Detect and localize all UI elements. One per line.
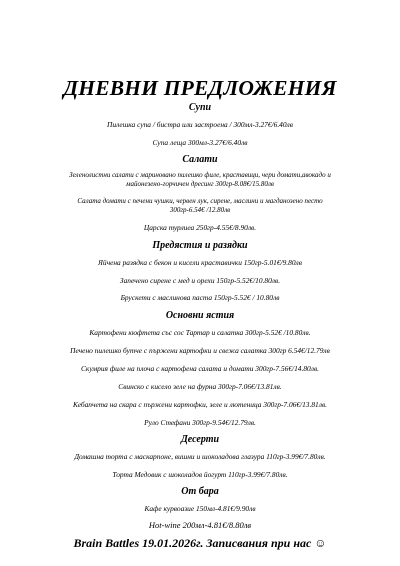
section-heading-desserts: Десерти bbox=[180, 434, 220, 445]
menu-item-mains-4: Свинско с кисело зеле на фурна 300гр-7.06€/13.81лв. bbox=[118, 382, 282, 391]
menu-item-starters-1: Яйчена разядка с бекон и кисели краставички 150гр-5.01€/9.80лв bbox=[98, 258, 302, 267]
menu-item-salads-3: Царска турлиеа 250гр-4.55€/8.90лв. bbox=[143, 223, 257, 232]
page-title: ДНЕВНИ ПРЕДЛОЖЕНИЯ bbox=[63, 76, 337, 100]
section-heading-starters: Предястия и разядки bbox=[152, 240, 248, 251]
menu-item-salads-2a: Салата домати с печени чушки, червен лук, сирене, маслини и магданозено песто bbox=[77, 197, 323, 205]
menu-item-mains-6: Руло Стефани 300гр-9.54€/12.79лв. bbox=[144, 418, 256, 427]
menu-item-salads-1a: Зеленолистни салати с мариновано пилешко филе, краставици, чери домати,авокадо и bbox=[69, 171, 331, 179]
menu-item-desserts-1: Домашна торта с маскарпоне, вишни и шоколадова глазура 110гр-3.99€/7.80лв. bbox=[74, 452, 326, 461]
menu-item-mains-2: Печено пилешко бутче с пържени картофки и свежа салатка 300гр 6.54€/12.79лв bbox=[70, 346, 330, 355]
menu-item-mains-3: Скумрия филе на плоча с картофена салата и домати 300гр-7.56€/14.80лв. bbox=[80, 364, 320, 373]
menu-item-starters-2: Запечено сирене с мед и орехи 150гр-5.52€/10.80лв. bbox=[119, 276, 281, 285]
menu-item-bar-1: Кафе курвоазие 150мл-4.81€/9.90лв bbox=[144, 504, 256, 513]
menu-item-soups-1: Пилешка супа / бистра или застроена / 300мл-3.27€/6.40лв bbox=[106, 120, 293, 129]
menu-item-mains-1: Картофени кюфтета със сос Тартар и салатка 300гр-5.52€ /10.80лв. bbox=[89, 328, 311, 337]
menu-item-salads-2b: 300гр-6.54€ /12.80лв bbox=[169, 206, 231, 214]
section-heading-soups: Супи bbox=[188, 102, 212, 113]
menu-item-starters-3: Брускети с маслинова паста 150гр-5.52€ / 10.80лв bbox=[120, 293, 280, 302]
menu-item-desserts-2: Торта Медовик с шоколадов йогурт 110гр-3.99€/7.80лв. bbox=[112, 470, 288, 479]
event-announcement: Brain Battles 19.01.2026г. Записвания при нас ☺ bbox=[73, 536, 327, 550]
menu-item-mains-5: Кебапчета на скара с пържени картофки, зеле и лютеница 300гр-7.06€/13.81лв. bbox=[72, 400, 328, 409]
menu-item-salads-1b: майонезено-горчичен дресинг 300гр-8.08€/15.80лв bbox=[126, 180, 274, 188]
section-heading-bar: От бара bbox=[181, 486, 219, 497]
menu-item-soups-2: Супа леща 300мл-3.27€/6.40лв bbox=[152, 138, 248, 147]
section-heading-mains: Основни ястия bbox=[165, 310, 235, 321]
menu-item-bar-2: Hot-wine 200мл-4.81€/8.80лв bbox=[148, 520, 252, 530]
section-heading-salads: Салати bbox=[182, 154, 218, 165]
